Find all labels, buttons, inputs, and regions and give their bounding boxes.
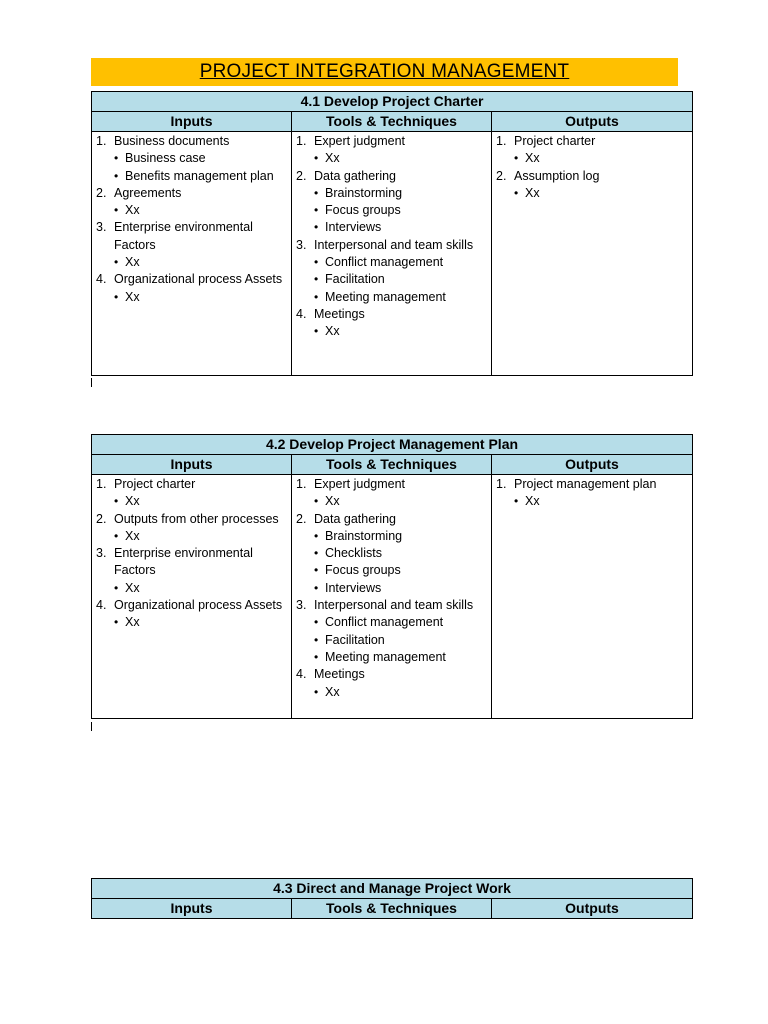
bullet-icon: • <box>314 289 319 304</box>
list-item <box>96 476 291 493</box>
tools-header: Tools & Techniques <box>292 455 492 475</box>
item-label: Assumption log <box>514 168 600 183</box>
bullet-icon: • <box>514 185 519 200</box>
sub-item-label: Brainstorming <box>325 528 403 543</box>
item-number: 4. <box>296 306 307 321</box>
bullet-icon: • <box>314 632 319 647</box>
item-number: 1. <box>496 477 507 491</box>
sub-item <box>296 150 491 167</box>
bullet-icon: • <box>114 151 119 166</box>
item-number: 3. <box>96 220 107 235</box>
sub-item-label: Conflict management <box>325 615 444 630</box>
outputs-header: Outputs <box>492 899 693 919</box>
sub-item <box>496 150 692 167</box>
bullet-icon: • <box>314 272 319 287</box>
bullet-icon: • <box>314 615 319 630</box>
list-item <box>96 133 291 150</box>
bullet-icon: • <box>314 203 319 218</box>
sub-item-label: Xx <box>125 255 140 270</box>
bullet-icon: • <box>314 528 319 543</box>
sub-item <box>496 493 692 510</box>
bullet-icon: • <box>114 528 119 543</box>
sub-item <box>296 562 491 579</box>
item-label: Business documents <box>114 134 230 148</box>
sub-item-label: Conflict management <box>325 255 444 270</box>
bullet-icon: • <box>114 494 119 509</box>
sub-item <box>96 493 291 510</box>
bullet-icon: • <box>314 684 319 699</box>
bullet-icon: • <box>314 151 319 166</box>
item-label: Agreements <box>114 185 182 200</box>
list-item <box>96 219 291 236</box>
tools-header: Tools & Techniques <box>292 899 492 919</box>
sub-item <box>96 168 291 185</box>
item-label: Project charter <box>514 134 596 148</box>
sub-item <box>296 254 491 271</box>
bullet-icon: • <box>314 185 319 200</box>
item-label: Interpersonal and team skills <box>314 237 474 252</box>
sub-item-label: Xx <box>125 203 140 218</box>
sub-item-label: Business case <box>125 151 206 166</box>
item-number: 2. <box>496 168 507 183</box>
inputs-header: Inputs <box>92 455 292 475</box>
bullet-icon: • <box>314 220 319 235</box>
bullet-icon: • <box>314 324 319 339</box>
bullet-icon: • <box>314 546 319 561</box>
item-number: 2. <box>96 185 107 200</box>
sub-item-label: Xx <box>325 494 340 509</box>
sub-item <box>296 580 491 597</box>
sub-item <box>296 545 491 562</box>
item-label-continuation: Factors <box>114 237 156 252</box>
bullet-icon: • <box>114 580 119 595</box>
inputs-cell <box>92 132 292 376</box>
sub-item <box>296 684 491 701</box>
item-number: 4. <box>296 667 307 682</box>
sub-item-label: Xx <box>125 289 140 304</box>
item-label: Organizational process Assets <box>114 272 283 287</box>
item-number: 1. <box>296 134 307 148</box>
list-item <box>496 476 692 493</box>
sub-item <box>296 614 491 631</box>
text-cursor-mark <box>91 378 92 387</box>
list-item <box>296 666 491 683</box>
sub-item <box>96 289 291 306</box>
outputs-header: Outputs <box>492 455 693 475</box>
sub-item <box>496 185 692 202</box>
list-item <box>96 185 291 202</box>
sub-item-label: Xx <box>125 580 140 595</box>
sub-item <box>296 185 491 202</box>
bullet-icon: • <box>314 494 319 509</box>
sub-item <box>96 580 291 597</box>
item-number: 2. <box>96 511 107 526</box>
item-number: 4. <box>96 272 107 287</box>
sub-item <box>96 254 291 271</box>
process-title: 4.2 Develop Project Management Plan <box>92 435 693 455</box>
item-number: 2. <box>296 511 307 526</box>
sub-item <box>296 632 491 649</box>
bullet-icon: • <box>314 255 319 270</box>
item-number: 1. <box>296 477 307 491</box>
list-item <box>296 168 491 185</box>
tools-cell <box>292 132 492 376</box>
bullet-icon: • <box>114 168 119 183</box>
list-item <box>496 168 692 185</box>
list-item <box>296 511 491 528</box>
sub-item <box>96 150 291 167</box>
list-item <box>96 271 291 288</box>
sub-item-label: Meeting management <box>325 289 446 304</box>
list-item <box>96 597 291 614</box>
item-number: 4. <box>96 598 107 613</box>
item-number: 3. <box>96 546 107 561</box>
sub-item <box>296 289 491 306</box>
item-number: 3. <box>296 598 307 613</box>
bullet-icon: • <box>314 649 319 664</box>
bullet-icon: • <box>314 580 319 595</box>
sub-item-label: Focus groups <box>325 203 401 218</box>
bullet-icon: • <box>514 151 519 166</box>
item-label: Enterprise environmental <box>114 546 253 561</box>
process-title: 4.3 Direct and Manage Project Work <box>92 879 693 899</box>
sub-item-label: Brainstorming <box>325 185 403 200</box>
sub-item-label: Meeting management <box>325 649 446 664</box>
sub-item-label: Xx <box>125 494 140 509</box>
outputs-cell <box>492 132 693 376</box>
process-table-4-3 <box>91 878 693 919</box>
sub-item-label: Benefits management plan <box>125 168 274 183</box>
process-table-4-1 <box>91 91 693 376</box>
sub-item-label: Xx <box>525 151 540 166</box>
sub-item <box>296 202 491 219</box>
sub-item <box>296 528 491 545</box>
sub-item-label: Xx <box>125 615 140 630</box>
sub-item-label: Xx <box>325 324 340 339</box>
item-label: Enterprise environmental <box>114 220 253 235</box>
inputs-header: Inputs <box>92 899 292 919</box>
bullet-icon: • <box>114 203 119 218</box>
list-item <box>296 133 491 150</box>
sub-item-label: Xx <box>525 494 540 509</box>
item-label: Expert judgment <box>314 477 406 491</box>
bullet-icon: • <box>314 563 319 578</box>
list-item <box>296 306 491 323</box>
bullet-icon: • <box>114 289 119 304</box>
item-label: Meetings <box>314 306 365 321</box>
list-item <box>96 511 291 528</box>
outputs-header: Outputs <box>492 112 693 132</box>
sub-item-label: Xx <box>325 151 340 166</box>
sub-item-label: Focus groups <box>325 563 401 578</box>
sub-item-label: Xx <box>525 185 540 200</box>
item-label: Interpersonal and team skills <box>314 598 474 613</box>
sub-item-label: Facilitation <box>325 632 385 647</box>
text-cursor-mark <box>91 722 92 731</box>
sub-item-label: Facilitation <box>325 272 385 287</box>
bullet-icon: • <box>514 494 519 509</box>
list-item <box>96 545 291 562</box>
list-item <box>296 476 491 493</box>
item-number: 3. <box>296 237 307 252</box>
inputs-header: Inputs <box>92 112 292 132</box>
item-label: Organizational process Assets <box>114 598 283 613</box>
sub-item <box>296 493 491 510</box>
sub-item-label: Xx <box>125 528 140 543</box>
list-item <box>296 237 491 254</box>
item-number: 1. <box>496 134 507 148</box>
sub-item <box>96 614 291 631</box>
sub-item-label: Interviews <box>325 220 382 235</box>
item-number: 1. <box>96 134 107 148</box>
sub-item <box>96 528 291 545</box>
sub-item-label: Xx <box>325 684 340 699</box>
sub-item <box>296 271 491 288</box>
inputs-cell <box>92 475 292 719</box>
process-title: 4.1 Develop Project Charter <box>92 92 693 112</box>
bullet-icon: • <box>114 615 119 630</box>
sub-item <box>96 202 291 219</box>
item-label: Expert judgment <box>314 134 406 148</box>
bullet-icon: • <box>114 255 119 270</box>
document-title: PROJECT INTEGRATION MANAGEMENT <box>91 58 678 86</box>
item-label: Outputs from other processes <box>114 511 279 526</box>
sub-item <box>296 323 491 340</box>
sub-item <box>296 649 491 666</box>
sub-item-label: Interviews <box>325 580 382 595</box>
sub-item <box>296 219 491 236</box>
outputs-cell <box>492 475 693 719</box>
item-number: 1. <box>96 477 107 491</box>
item-number: 2. <box>296 168 307 183</box>
item-label: Meetings <box>314 667 365 682</box>
list-item <box>296 597 491 614</box>
item-label-continuation: Factors <box>114 563 156 578</box>
list-item <box>496 133 692 150</box>
tools-header: Tools & Techniques <box>292 112 492 132</box>
item-label: Data gathering <box>314 168 397 183</box>
process-table-4-2 <box>91 434 693 719</box>
tools-cell <box>292 475 492 719</box>
item-label: Data gathering <box>314 511 397 526</box>
sub-item-label: Checklists <box>325 546 382 561</box>
item-label: Project charter <box>114 477 196 491</box>
item-label: Project management plan <box>514 477 657 491</box>
